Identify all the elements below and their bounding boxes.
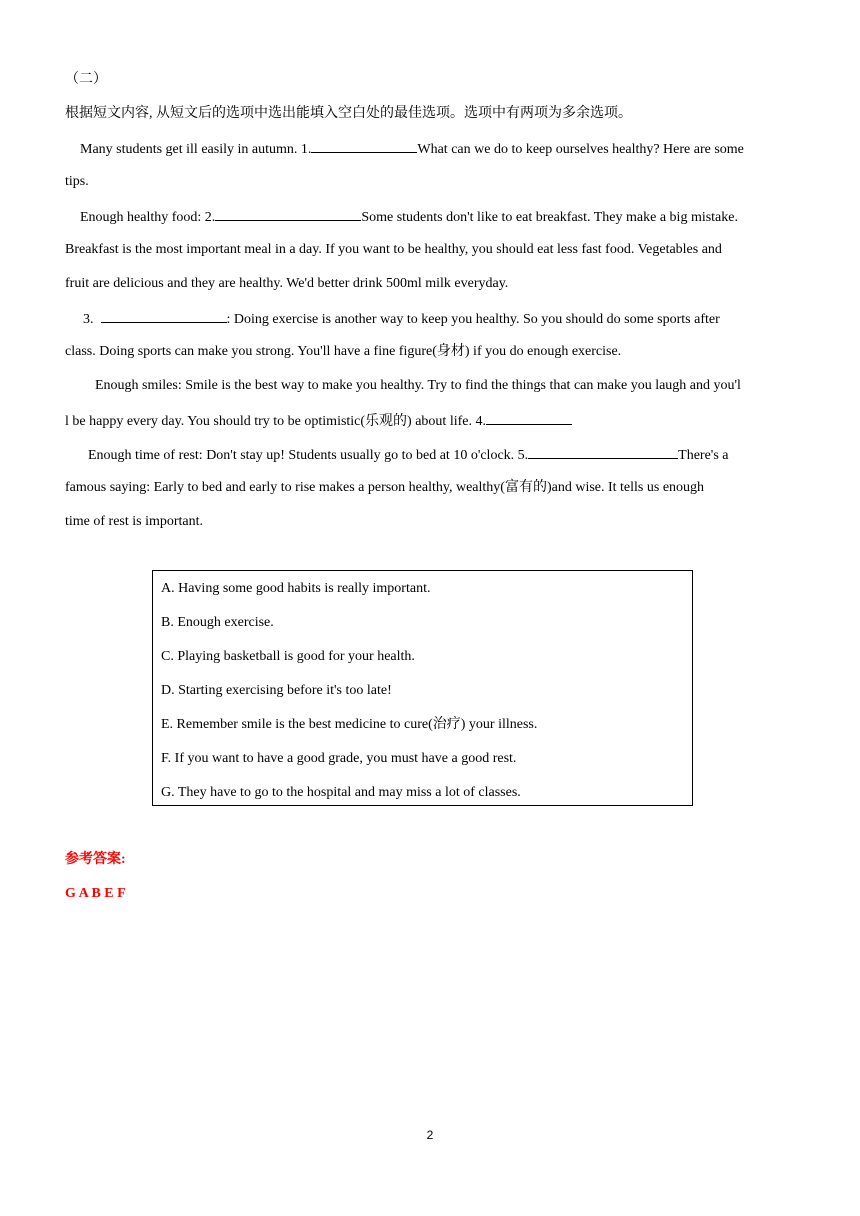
passage-text: : Doing exercise is another way to keep you healthy. So you should do some sports after — [226, 312, 720, 327]
answer-label: 参考答案: — [65, 852, 126, 867]
passage-line — [80, 139, 795, 159]
blank-3 — [101, 309, 227, 323]
blank-2 — [215, 207, 361, 221]
passage-line: class. Doing sports can make you strong. You'll have a fine figure(身材) if you do enough exercise. — [65, 344, 622, 359]
blank-5 — [528, 445, 678, 459]
passage-line — [65, 411, 795, 431]
section-title: （二） — [65, 72, 107, 87]
passage-line: Enough smiles: Smile is the best way to make you healthy. Try to find the things that can make you laugh and you'l — [95, 378, 741, 393]
blank-1 — [311, 139, 417, 153]
option-e: E. Remember smile is the best medicine to cure(治疗) your illness. — [161, 717, 538, 732]
option-b: B. Enough exercise. — [161, 615, 274, 630]
option-f: F. If you want to have a good grade, you must have a good rest. — [161, 751, 517, 766]
passage-line: fruit are delicious and they are healthy. We'd better drink 500ml milk everyday. — [65, 276, 509, 291]
passage-line — [80, 207, 795, 227]
passage-text: What can we do to keep ourselves healthy? Here are some — [417, 142, 744, 157]
passage-line: famous saying: Early to bed and early to rise makes a person healthy, wealthy(富有的)and wise. It tells us enough — [65, 480, 705, 495]
blank-4 — [486, 411, 572, 425]
passage-line: time of rest is important. — [65, 514, 204, 529]
passage-text: l be happy every day. You should try to be optimistic(乐观的) about life. 4. — [65, 414, 486, 429]
passage-text: There's a — [678, 448, 729, 463]
passage-line — [88, 445, 795, 465]
passage-text: Many students get ill easily in autumn. 1. — [80, 142, 312, 157]
passage-text: Some students don't like to eat breakfast. They make a big mistake. — [361, 210, 738, 225]
options-box — [152, 570, 693, 806]
answer-value: G A B E F — [65, 886, 126, 901]
option-c: C. Playing basketball is good for your health. — [161, 649, 415, 664]
passage-text: Enough healthy food: 2. — [80, 210, 216, 225]
passage-text: 3. — [83, 312, 94, 327]
page-number: 2 — [426, 1128, 434, 1142]
passage-line: Breakfast is the most important meal in a day. If you want to be healthy, you should eat less fast food. Vegetables and — [65, 242, 722, 257]
option-d: D. Starting exercising before it's too late! — [161, 683, 392, 698]
passage-text: Enough time of rest: Don't stay up! Students usually go to bed at 10 o'clock. 5. — [88, 448, 529, 463]
instruction-text: 根据短文内容, 从短文后的选项中选出能填入空白处的最佳选项。选项中有两项为多余选项。 — [65, 106, 632, 121]
option-a: A. Having some good habits is really important. — [161, 581, 431, 596]
option-g: G. They have to go to the hospital and may miss a lot of classes. — [161, 785, 521, 800]
passage-line — [83, 309, 795, 329]
passage-line: tips. — [65, 174, 89, 189]
